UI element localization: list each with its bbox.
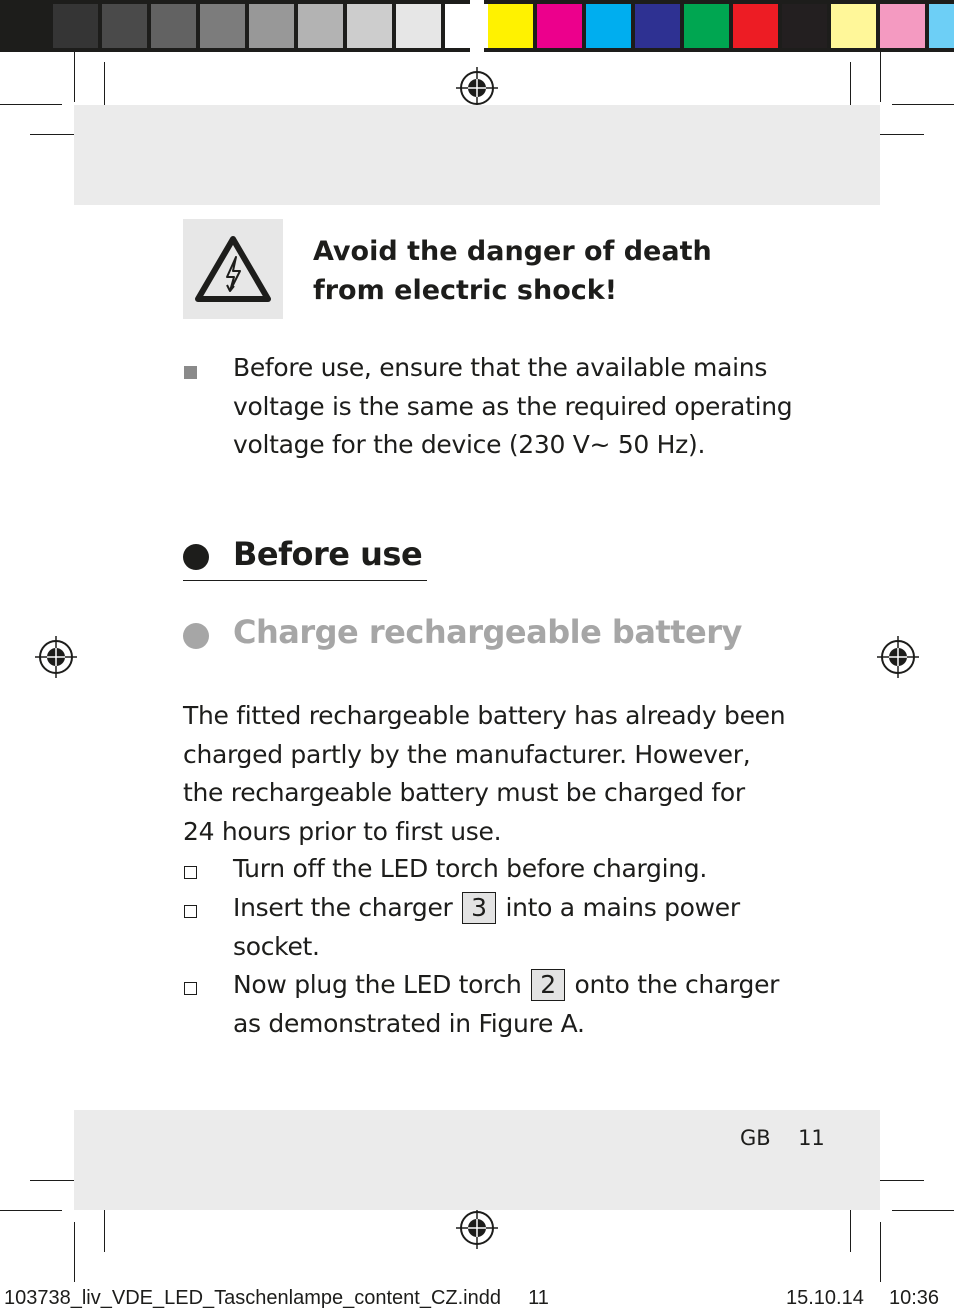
slug-datetime xyxy=(786,1287,939,1310)
process-swatch xyxy=(782,4,827,48)
step-text: Now plug the LED torch xyxy=(233,970,522,999)
process-swatch xyxy=(880,4,925,48)
crop-mark xyxy=(74,52,75,102)
registration-mark-icon xyxy=(35,636,77,678)
gray-swatch xyxy=(151,4,196,48)
intro-line: the rechargeable battery must be charged for xyxy=(183,778,745,807)
crop-mark xyxy=(892,1210,954,1211)
crop-mark xyxy=(74,1222,75,1282)
gray-swatch xyxy=(298,4,343,48)
registration-mark-icon xyxy=(456,1207,498,1249)
intro-line: charged partly by the manufacturer. However, xyxy=(183,739,751,769)
step-plug-torch xyxy=(233,966,793,1043)
step-insert-charger xyxy=(233,889,793,966)
process-swatch xyxy=(684,4,729,48)
electric-shock-warning-icon xyxy=(183,219,283,319)
step-checkbox-marker xyxy=(184,982,197,995)
step-checkbox-marker xyxy=(184,866,197,879)
crop-mark xyxy=(0,1210,62,1211)
bullet-line: voltage is the same as the required operating xyxy=(233,391,793,421)
step-text: Insert the charger xyxy=(233,893,453,922)
gray-swatch xyxy=(0,4,22,48)
process-swatch xyxy=(635,4,680,48)
slug-time: 10:36 xyxy=(888,1287,940,1309)
torch-reference-number: 2 xyxy=(531,969,565,1001)
page-footer xyxy=(740,1126,825,1150)
process-swatch xyxy=(537,4,582,48)
process-swatch xyxy=(586,4,631,48)
step-line xyxy=(233,966,793,1005)
step-text: onto the charger xyxy=(574,970,780,999)
crop-mark xyxy=(880,1222,881,1282)
slug-filename: 103738_liv_VDE_LED_Taschenlampe_content_CZ.indd xyxy=(4,1287,501,1309)
gray-swatch xyxy=(396,4,441,48)
step-line xyxy=(233,889,793,928)
intro-line: The fitted rechargeable battery has already been xyxy=(183,701,786,730)
process-swatch xyxy=(929,4,954,48)
registration-mark-icon xyxy=(456,67,498,109)
voltage-bullet xyxy=(233,349,813,465)
slug-date: 15.10.14 xyxy=(786,1287,864,1309)
process-swatch xyxy=(831,4,876,48)
crop-mark xyxy=(0,104,62,105)
step-line: as demonstrated in Figure A. xyxy=(233,1008,585,1038)
page-number: 11 xyxy=(798,1126,825,1150)
warning-icon-box xyxy=(183,219,283,319)
crop-mark xyxy=(892,104,954,105)
slug-page: 11 xyxy=(528,1287,549,1309)
page-language: GB xyxy=(740,1126,771,1150)
bullet-marker xyxy=(184,366,197,379)
gray-swatch xyxy=(102,4,147,48)
section-bullet-dot xyxy=(183,623,209,649)
header-band xyxy=(74,105,880,205)
step-turn-off xyxy=(233,850,793,889)
gray-swatch xyxy=(200,4,245,48)
intro-paragraph xyxy=(183,697,803,851)
registration-mark-icon xyxy=(877,636,919,678)
gray-swatch xyxy=(53,4,98,48)
bullet-line: voltage for the device (230 V~ 50 Hz). xyxy=(233,430,706,459)
charger-reference-number: 3 xyxy=(462,892,496,924)
warning-title-line: Avoid the danger of death xyxy=(313,236,712,267)
step-line: Turn off the LED torch before charging. xyxy=(233,854,707,883)
step-checkbox-marker xyxy=(184,905,197,918)
section-title-charge-battery: Charge rechargeable battery xyxy=(233,613,742,651)
warning-title xyxy=(313,232,773,310)
bullet-line: Before use, ensure that the available mains xyxy=(233,353,768,382)
slug-file xyxy=(4,1287,549,1310)
crop-mark xyxy=(880,52,881,102)
gray-swatch xyxy=(347,4,392,48)
process-swatch xyxy=(733,4,778,48)
warning-title-line: from electric shock! xyxy=(313,275,618,306)
gray-swatch xyxy=(249,4,294,48)
section-title-before-use: Before use xyxy=(233,535,423,573)
gray-swatch xyxy=(445,4,490,48)
section-underline xyxy=(183,580,427,581)
intro-line: 24 hours prior to first use. xyxy=(183,816,502,846)
step-line: socket. xyxy=(233,931,320,961)
section-bullet-dot xyxy=(183,544,209,570)
process-swatch xyxy=(488,4,533,48)
footer-band xyxy=(74,1110,880,1210)
step-text: into a mains power xyxy=(505,893,740,922)
